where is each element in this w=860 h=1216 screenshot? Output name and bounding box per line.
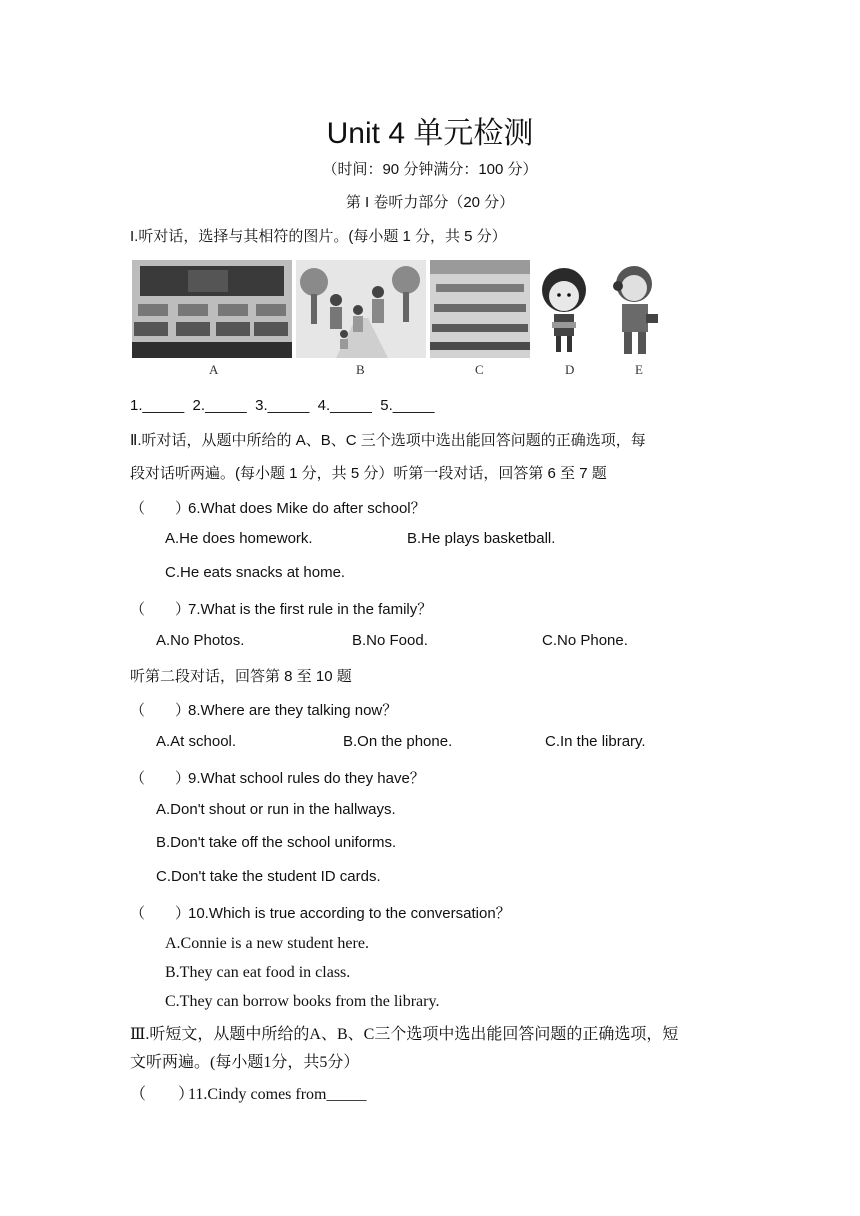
page-title: Unit 4 单元检测 [326, 117, 534, 150]
question-text: 6.What does Mike do after school？ [188, 500, 426, 517]
q9-option-b: B.Don't take off the school uniforms. [156, 834, 397, 851]
question-text: 10.Which is true according to the conversation？ [188, 905, 511, 922]
dialog2-heading: 听第二段对话，回答第 8 至 10 题 [130, 668, 352, 685]
question-text: 7.What is the first rule in the family？ [188, 601, 433, 618]
classroom-picture [132, 260, 292, 358]
q8-option-c: C.In the library. [545, 733, 646, 750]
girl-picture [534, 260, 594, 358]
answer-paren: （ ） [130, 770, 191, 787]
answer-blanks: 1._____ 2._____ 3._____ 4._____ 5._____ [130, 397, 435, 414]
q10-option-b: B.They can eat food in class. [165, 964, 351, 981]
section1-heading: I.听对话，选择与其相符的图片。(每小题 1 分，共 5 分） [130, 228, 507, 245]
q9-option-a: A.Don't shout or run in the hallways. [156, 801, 396, 818]
q8-option-b: B.On the phone. [343, 733, 453, 750]
section2-heading-line2: 段对话听两遍。(每小题 1 分，共 5 分）听第一段对话，回答第 6 至 7 题 [130, 465, 607, 482]
q6-option-c: C.He eats snacks at home. [165, 564, 346, 581]
q10-option-a: A.Connie is a new student here. [165, 935, 369, 952]
image-label-c: C [475, 362, 484, 377]
question-text: 8.Where are they talking now？ [188, 702, 398, 719]
q9-option-c: C.Don't take the student ID cards. [156, 868, 381, 885]
q6-option-a: A.He does homework. [165, 530, 313, 547]
picture-strip [132, 256, 672, 380]
question-9 [130, 767, 425, 788]
question-11 [130, 1081, 367, 1104]
q6-option-b: B.He plays basketball. [407, 530, 556, 547]
q7-option-c: C.No Phone. [542, 632, 628, 649]
answer-paren: （ ） [130, 601, 191, 618]
question-6 [130, 497, 426, 518]
part-title: 第 I 卷听力部分（20 分） [345, 194, 515, 211]
q10-option-c: C.They can borrow books from the library. [165, 993, 440, 1010]
image-label-b: B [356, 362, 365, 377]
section3-heading-line1: Ⅲ.听短文，从题中所给的A、B、C三个选项中选出能回答问题的正确选项，短 [130, 1026, 679, 1043]
family-park-picture [296, 260, 426, 358]
q7-option-a: A.No Photos. [156, 632, 245, 649]
question-text: 11.Cindy comes from_____ [188, 1086, 367, 1103]
section3-heading-line2: 文听两遍。(每小题1分，共5分） [130, 1054, 360, 1071]
answer-paren: （ ） [130, 1086, 195, 1103]
section2-heading-line1: Ⅱ.听对话，从题中所给的 A、B、C 三个选项中选出能回答问题的正确选项，每 [130, 432, 646, 449]
answer-paren: （ ） [130, 500, 191, 517]
question-10 [130, 902, 511, 923]
dining-hall-picture [430, 260, 530, 358]
question-7 [130, 598, 432, 619]
image-label-e: E [635, 362, 643, 377]
q8-option-a: A.At school. [156, 733, 237, 750]
answer-paren: （ ） [130, 905, 191, 922]
time-info: （时间：90 分钟满分：100 分） [322, 161, 538, 178]
question-text: 9.What school rules do they have？ [188, 770, 425, 787]
image-label-d: D [565, 362, 575, 377]
image-label-a: A [209, 362, 219, 377]
question-8 [130, 699, 397, 720]
q7-option-b: B.No Food. [352, 632, 428, 649]
boy-picture [606, 260, 666, 358]
answer-paren: （ ） [130, 702, 191, 719]
